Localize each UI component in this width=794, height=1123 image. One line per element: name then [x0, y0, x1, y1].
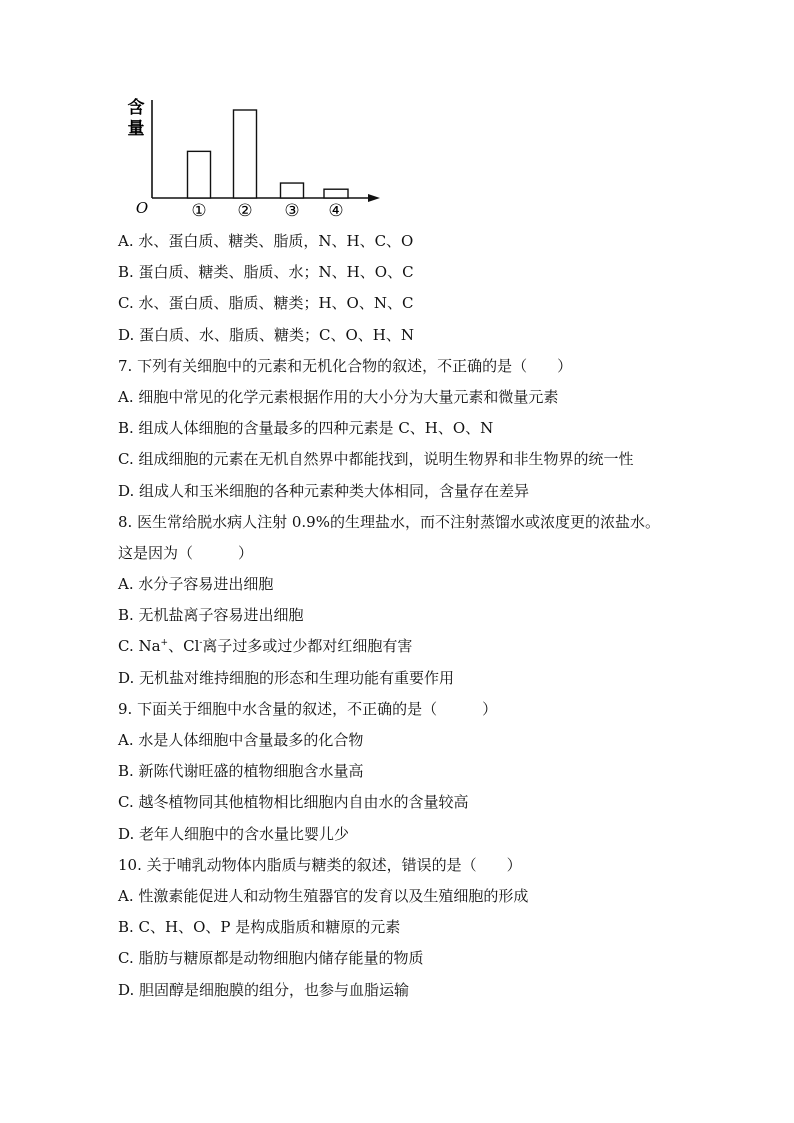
- text-line: D. 胆固醇是细胞膜的组分，也参与血脂运输: [118, 980, 410, 999]
- text-line: A. 水、蛋白质、糖类、脂质，N、H、C、O: [118, 232, 414, 250]
- text-line: C. 脂肪与糖原都是动物细胞内储存能量的物质: [118, 949, 424, 968]
- text-line: D. 无机盐对维持细胞的形态和生理功能有重要作用: [118, 668, 455, 687]
- text-line: 这是因为（ ）: [118, 543, 254, 562]
- text-line: 7. 下列有关细胞中的元素和无机化合物的叙述，不正确的是（ ）: [118, 356, 573, 375]
- text-line: A. 水是人体细胞中含量最多的化合物: [118, 731, 364, 749]
- bars-group: [188, 110, 349, 198]
- bar-4: [324, 189, 348, 198]
- text-line: D. 蛋白质、水、脂质、糖类；C、O、H、N: [118, 325, 415, 344]
- category-label-1: ①: [191, 201, 207, 221]
- x-axis-arrow: [368, 194, 380, 202]
- text-line: 9. 下面关于细胞中水含量的叙述，不正确的是（ ）: [118, 699, 498, 718]
- text-line: B. 蛋白质、糖类、脂质、水；N、H、O、C: [118, 263, 414, 282]
- text-line: A. 细胞中常见的化学元素根据作用的大小分为大量元素和微量元素: [118, 387, 559, 406]
- text-line: [118, 631, 718, 662]
- text-line: D. 组成人和玉米细胞的各种元素种类大体相同，含量存在差异: [118, 481, 530, 500]
- category-label-3: ③: [284, 201, 300, 221]
- ion-charge: +: [160, 638, 169, 649]
- y-axis-label: [128, 97, 145, 139]
- content-bar-chart: [118, 92, 388, 222]
- text-segment: 、Cl: [168, 637, 200, 656]
- text-line: 10. 关于哺乳动物体内脂质与糖类的叙述，错误的是（ ）: [118, 855, 522, 874]
- origin-label: O: [135, 199, 149, 217]
- text-line: B. 组成人体细胞的含量最多的四种元素是 C、H、O、N: [118, 419, 494, 438]
- text-line: A. 性激素能促进人和动物生殖器官的发育以及生殖细胞的形成: [118, 886, 529, 905]
- category-label-4: ④: [328, 201, 344, 221]
- bar-1: [188, 151, 211, 198]
- text-line: C. 越冬植物同其他植物相比细胞内自由水的含量较高: [118, 793, 469, 812]
- text-segment: 离子过多或过少都对红细胞有害: [202, 637, 413, 656]
- text-line: D. 老年人细胞中的含水量比婴儿少: [118, 824, 350, 843]
- category-label-2: ②: [237, 201, 253, 221]
- category-labels: [191, 201, 343, 221]
- ion-charge: -: [199, 638, 203, 649]
- bar-2: [234, 110, 257, 198]
- y-axis-label-char-2: 量: [127, 119, 145, 139]
- y-axis-label-char-1: 含: [127, 98, 145, 118]
- text-line: B. 无机盐离子容易进出细胞: [118, 606, 304, 625]
- text-line: C. 水、蛋白质、脂质、糖类；H、O、N、C: [118, 294, 414, 313]
- text-segment: C. Na: [118, 637, 161, 656]
- text-line: B. C、H、O、P 是构成脂质和糖原的元素: [118, 918, 401, 937]
- question-text: [118, 226, 718, 1006]
- text-line: B. 新陈代谢旺盛的植物细胞含水量高: [118, 762, 364, 781]
- bar-3: [281, 183, 304, 198]
- text-line: C. 组成细胞的元素在无机自然界中都能找到，说明生物界和非生物界的统一性: [118, 450, 634, 469]
- text-line: 8. 医生常给脱水病人注射 0.9%的生理盐水，而不注射蒸馏水或浓度更的浓盐水。: [118, 512, 660, 531]
- text-line: A. 水分子容易进出细胞: [118, 575, 274, 594]
